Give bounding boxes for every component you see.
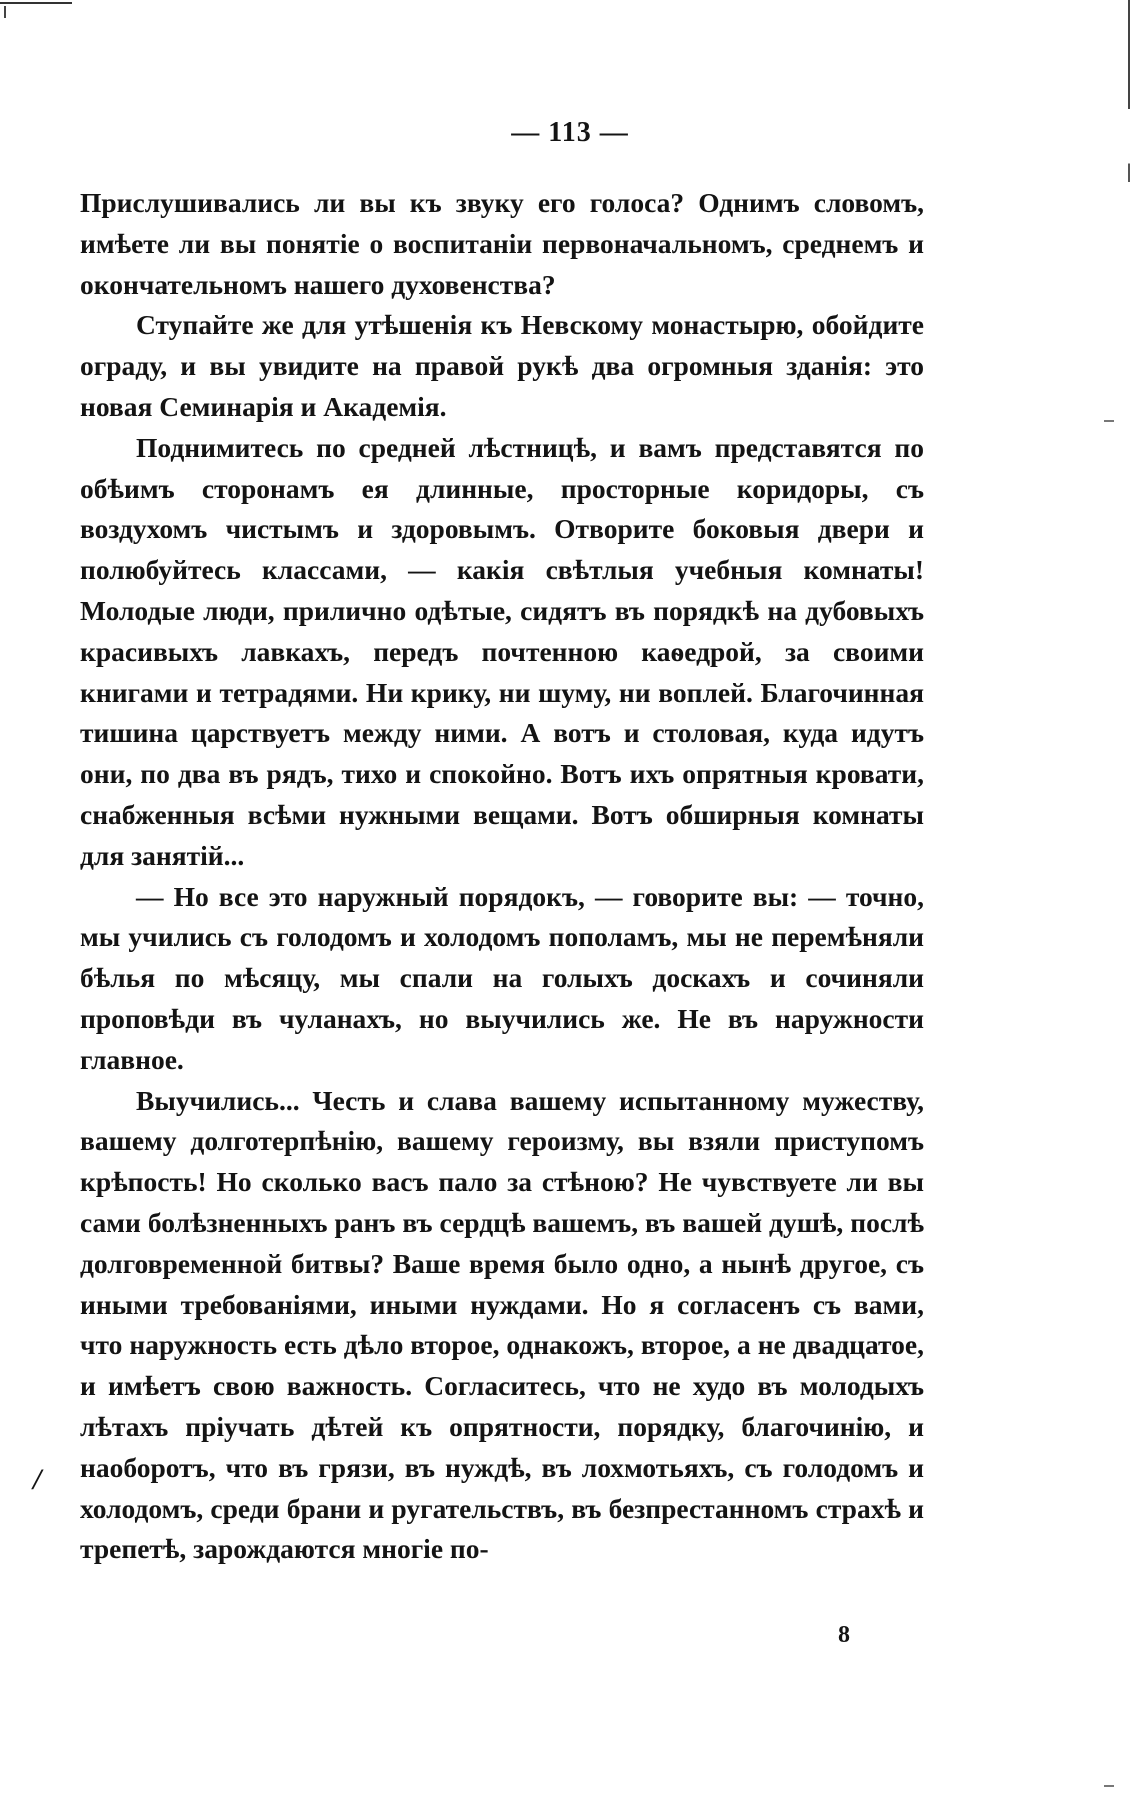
paragraph: Выучились... Честь и слава вашему испытанному мужеству, вашему долготерпѣнію, вашему героизму, вы взяли приступомъ крѣпость! Но сколько васъ пало за стѣною? Не чувствуете ли вы сами болѣзненныхъ ранъ въ сердцѣ вашемъ, въ вашей душѣ, послѣ долговременной битвы? Ваше время было одно, а нынѣ другое, съ иными требованіями, иными нуждами. Но я согласенъ съ вами, что наружность есть дѣло второе, однакожъ, второе, а не двадцатое, и имѣетъ свою важность. Согласитесь, что не худо въ молодыхъ лѣтахъ пріучать дѣтей къ опрятности, порядку, благочинію, и наоборотъ, что въ грязи, въ нуждѣ, въ лохмотьяхъ, съ голодомъ и холодомъ, среди брани и ругательствъ, въ безпрестанномъ страхѣ и трепетѣ, зарождаются многіе по- [80,1084,924,1565]
scan-mark [1104,420,1114,422]
signature-number: 8 [838,1622,850,1648]
page-body [80,183,924,1570]
scan-edge-tick [4,6,6,18]
paragraph: — Но все это наружный порядокъ, — говорите вы: — точно, мы учились съ голодомъ и холодомъ пополамъ, мы не перемѣняли бѣлья по мѣсяцу, мы спали на голыхъ доскахъ и сочиняли проповѣди въ чуланахъ, но выучились же. Не въ наружности главное. [80,880,924,1075]
scan-edge-top [0,2,72,4]
margin-check-mark: / [33,1463,42,1496]
scan-mark [1104,1785,1114,1787]
paragraph: Поднимитесь по средней лѣстницѣ, и вамъ представятся по обѣимъ сторонамъ ея длинные, просторные коридоры, съ воздухомъ чистымъ и здоровымъ. Отворите боковыя двери и полюбуйтесь классами, — какія свѣтлыя учебныя комнаты! Молодые люди, прилично одѣтые, сидятъ въ порядкѣ на дубовыхъ красивыхъ лавкахъ, передъ почтенною каѳедрой, за своими книгами и тетрадями. Ни крику, ни шуму, ни воплей. Благочинная тишина царствуетъ между ними. А вотъ и столовая, куда идутъ они, по два въ рядъ, тихо и спокойно. Вотъ ихъ опрятныя кровати, снабженныя всѣми нужными вещами. Вотъ обширныя комнаты для занятій... [80,431,924,871]
paragraph: Ступайте же для утѣшенія къ Невскому монастырю, обойдите ограду, и вы увидите на правой рукѣ два огромныя зданія: это новая Семинарія и Академія. [80,309,924,422]
paragraph: Прислушивались ли вы къ звуку его голоса? Однимъ словомъ, имѣете ли вы понятіе о воспитаніи первоначальномъ, среднемъ и окончательномъ нашего духовенства? [80,187,924,300]
page-number-header: — 113 — [511,117,629,148]
scan-edge-right [1128,0,1130,1818]
